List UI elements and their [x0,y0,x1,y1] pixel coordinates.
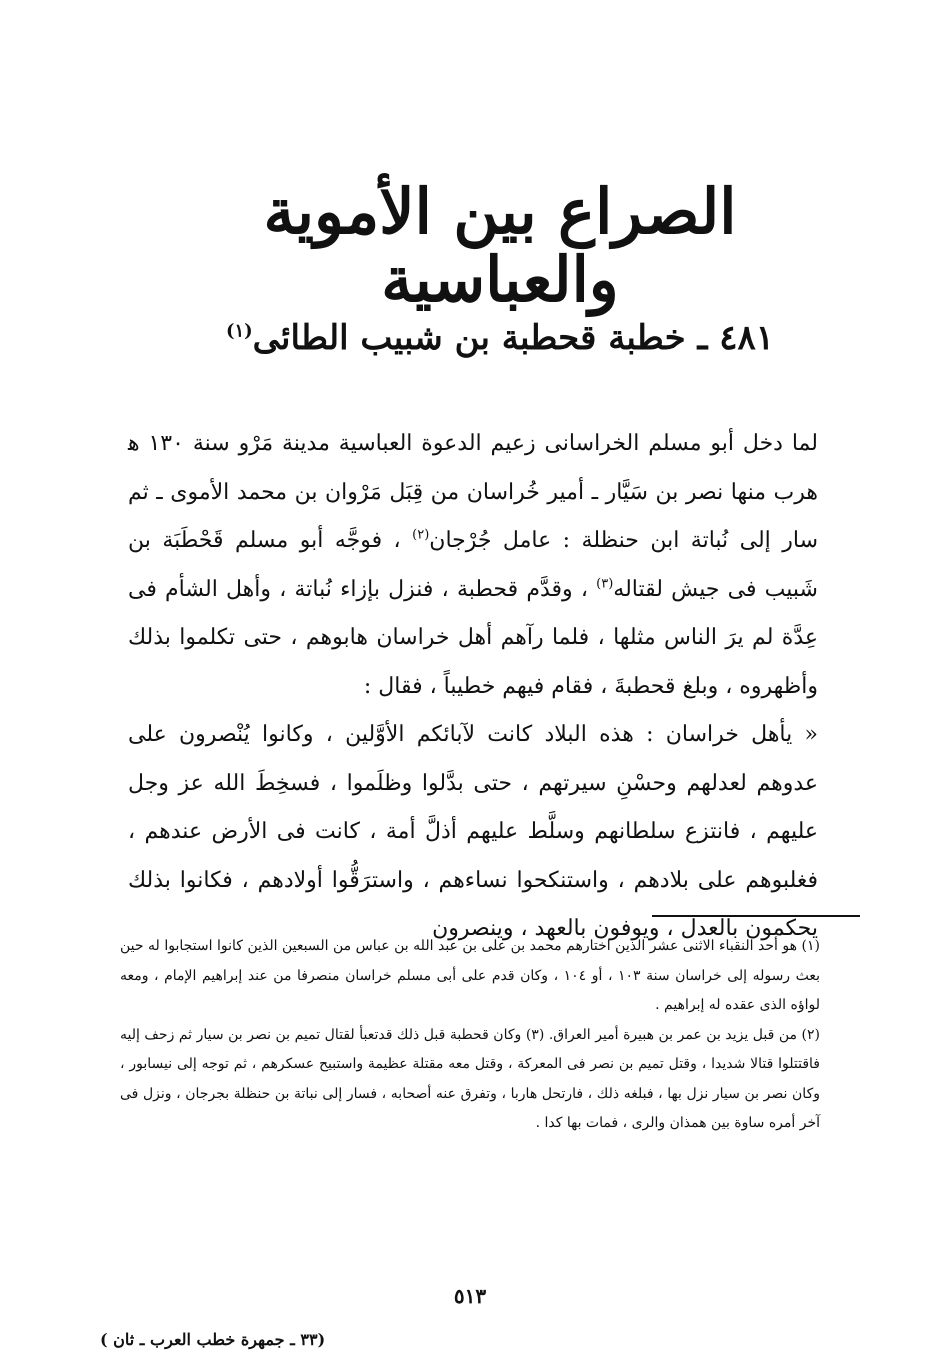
page-number: ٥١٣ [453,1284,487,1308]
chapter-title: الصراع بين الأموية والعباسية [263,175,737,317]
main-text [128,420,818,954]
section-dash: ـ [697,318,708,358]
paragraph-intro-part-b: ، فوجَّه أبو مسلم قَحْطَبَة بن شَبيب فى جيش لقتاله [128,528,818,602]
section-heading-text: خطبة قحطبة بن شبيب الطائى [252,318,686,358]
footnotes [120,932,820,1139]
section-heading [180,318,820,359]
footnote-1: (١) هو أحد النقباء الاثنى عشر الذين اختارهم محمد بن على بن عبد الله بن عباس من السبعين الذين كانوا استجابوا له حين بعث رسوله إلى خراسان سنة ١٠٣ ، أو ١٠٤ ، وكان قدم على أبى مسلم خراسان منصرفا من عند إبراهيم الإمام ، ومعه لواؤه الذى عقده له إبراهيم . [120,938,820,1013]
footnote-2: (٢) من قبل يزيد بن عمر بن هبيرة أمير العراق. [548,1026,820,1043]
paragraph-speech: « يأهل خراسان : هذه البلاد كانت لآبائكم الأوَّلين ، وكانوا يُنْصرون على عدوهم لعدلهم وحسْنِ سيرتهم ، حتى بدَّلوا وظلَموا ، فسخِطَ الله عز وجل عليهم ، فانتزع سلطانهم وسلَّط عليهم أذلَّ أمة ، كانت فى الأرض عندهم ، فغلبوهم على بلادهم ، واستنكحوا نساءهم ، واسترَقُّوا أولادهم ، فكانوا بذلك يحكمون بالعدل ، ويوفون بالعهد ، وينصرون [128,722,818,941]
book-signature-footer: (٣٣ ـ جمهرة خطب العرب ـ ثان ) [100,1330,326,1349]
footnote-3: (٣) وكان قحطبة قبل ذلك قدتعبأ لقتال تميم بن نصر بن سيار ثم زحف إليه فاقتتلوا قتالا شديدا ، وقتل تميم بن نصر فى المعركة ، وقتل معه مقتلة عظيمة واستبيح عسكرهم ، ثم توجه إلى نيسابور ، وكان نصر بن سيار نزل بها ، فبلغه ذلك ، فارتحل هاربا ، وتفرق عنه أصحابه ، فسار إلى نباتة بن حنظلة بجرجان ، ونزل فى آخر أمره ساوة بين همذان والرى ، فمات بها كدا . [120,1026,820,1131]
footnote-divider [652,915,860,917]
footnote-ref-1: (١) [225,320,253,342]
footnote-ref-3: (٣) [596,576,614,592]
paragraph-intro-part-c: ، وقدَّم قحطبة ، فنزل بإزاء نُباتة ، وأهل الشأم فى عِدَّة لم يرَ الناس مثلها ، فلما رآهم أهل خراسان هابوهم ، حتى تكلموا بذلك وأظهروه ، وبلغ قحطبةَ ، فقام فيهم خطيباً ، فقال : [128,576,818,699]
footnote-2-3 [120,1021,820,1139]
paragraph-intro-part-a: لما دخل أبو مسلم الخراسانى زعيم الدعوة العباسية مدينة مَرْو سنة ١٣٠ ﻫ هرب منها نصر بن سَيَّار ـ أمير خُراسان من قِبَل مَرْوان بن محمد الأموى ـ ثم سار إلى نُباتة ابن حنظلة : عامل جُرْجان [128,431,818,553]
paragraph-intro [128,420,818,711]
footnote-ref-2: (٢) [412,527,430,543]
section-number: ٤٨١ [719,318,775,358]
